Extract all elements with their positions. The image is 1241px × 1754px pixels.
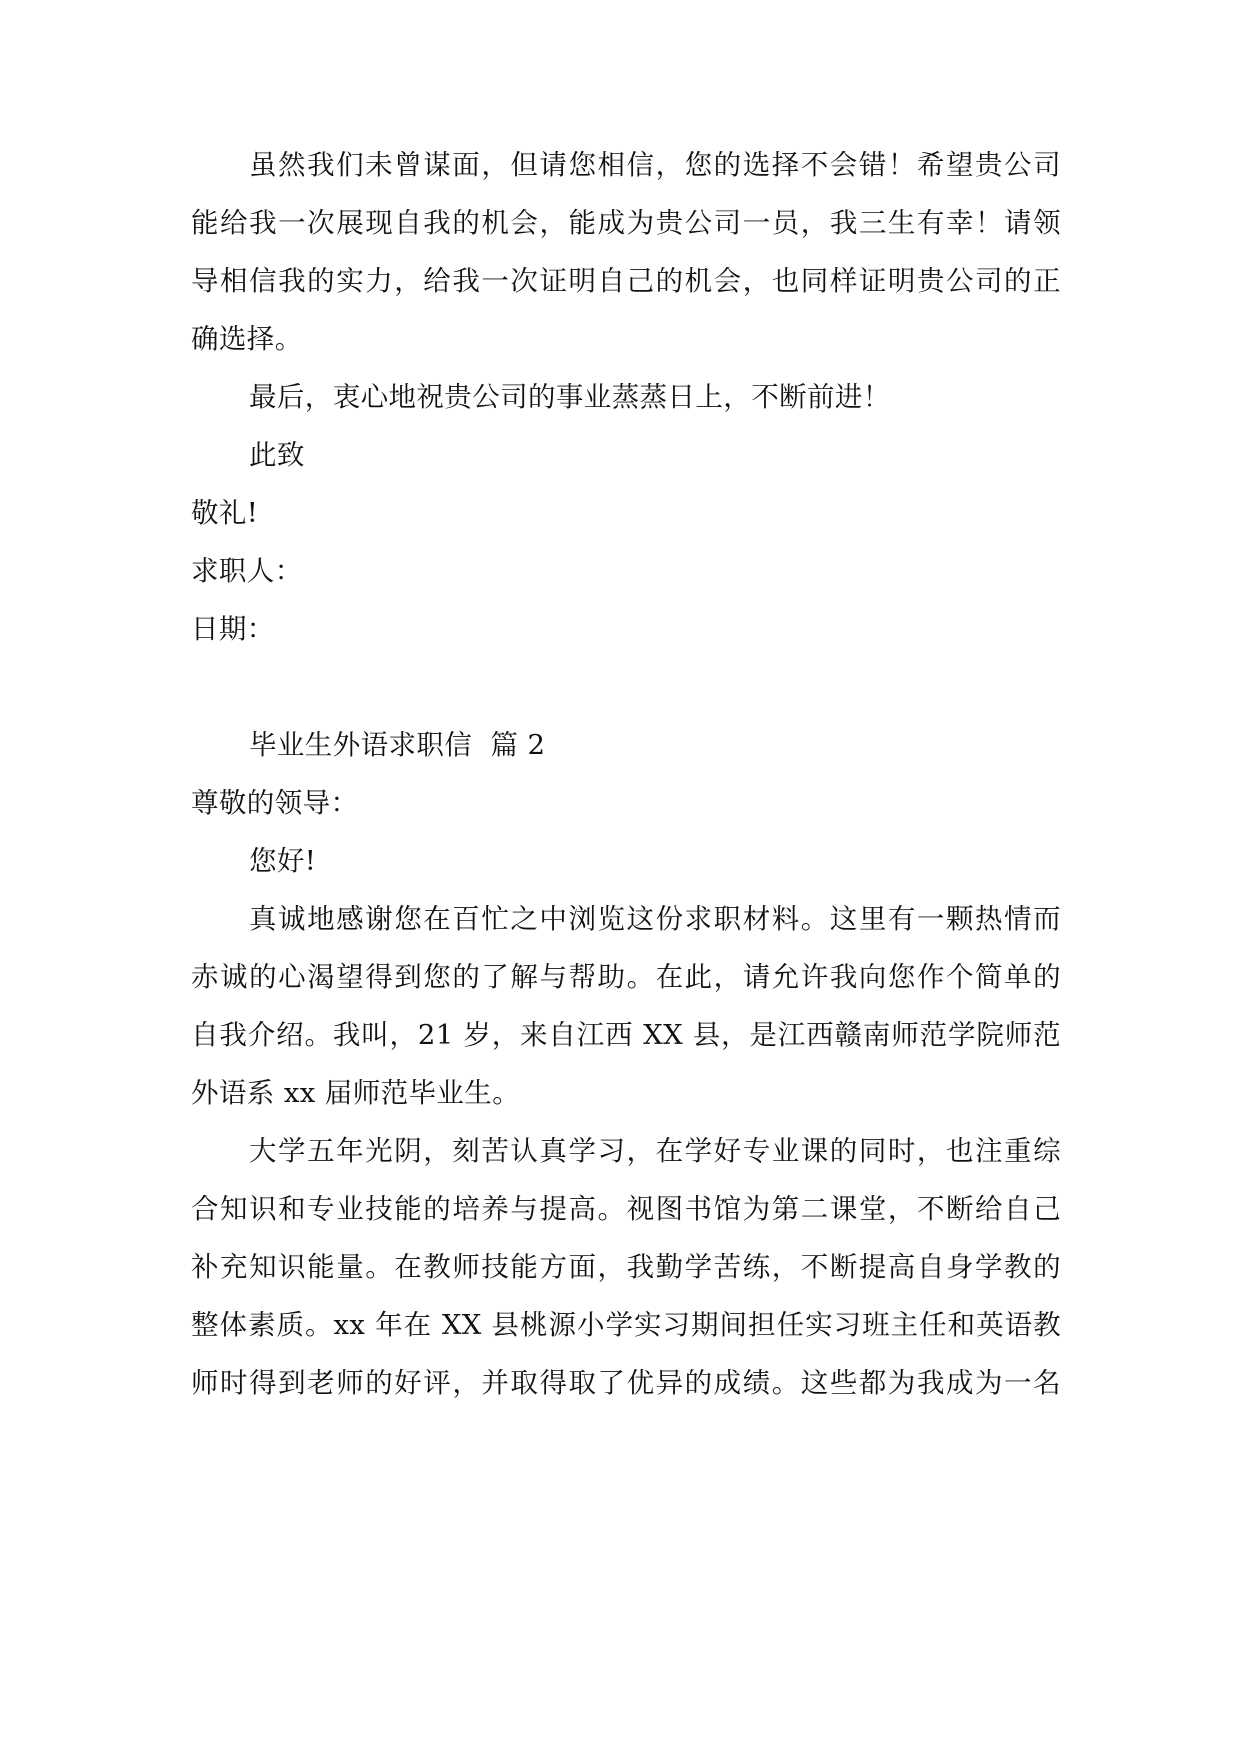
text-line: 自我介绍。我叫，21 岁，来自江西 XX 县，是江西赣南师范学院师范 <box>191 1019 1061 1051</box>
text-line: 虽然我们未曾谋面，但请您相信，您的选择不会错！希望贵公司 <box>249 149 1061 181</box>
text-line: 合知识和专业技能的培养与提高。视图书馆为第二课堂，不断给自己 <box>191 1193 1061 1225</box>
text-line: 导相信我的实力，给我一次证明自己的机会，也同样证明贵公司的正 <box>191 265 1061 297</box>
text-line: 补充知识能量。在教师技能方面，我勤学苦练，不断提高自身学教的 <box>191 1251 1061 1283</box>
text-line: 外语系 xx 届师范毕业生。 <box>191 1077 521 1109</box>
text-line: 大学五年光阴，刻苦认真学习，在学好专业课的同时，也注重综 <box>249 1135 1061 1167</box>
letter1-paragraph-2: 最后，衷心地祝贵公司的事业蒸蒸日上，不断前进！ <box>249 381 891 413</box>
section-heading: 毕业生外语求职信 篇 2 <box>249 729 546 761</box>
text-line: 能给我一次展现自我的机会，能成为贵公司一员，我三生有幸！请领 <box>191 207 1061 239</box>
text-line: 确选择。 <box>191 323 303 355</box>
closing-cizhi: 此致 <box>249 439 305 471</box>
text-line: 真诚地感谢您在百忙之中浏览这份求职材料。这里有一颗热情而 <box>249 903 1061 935</box>
text-line: 整体素质。xx 年在 XX 县桃源小学实习期间担任实习班主任和英语教 <box>191 1309 1061 1341</box>
date-line: 日期： <box>191 613 275 645</box>
text-line: 师时得到老师的好评，并取得取了优异的成绩。这些都为我成为一名 <box>191 1367 1061 1399</box>
applicant-line: 求职人： <box>191 555 303 587</box>
text-line: 赤诚的心渴望得到您的了解与帮助。在此，请允许我向您作个简单的 <box>191 961 1061 993</box>
closing-salute: 敬礼! <box>191 497 259 529</box>
addressee-line: 尊敬的领导： <box>191 787 359 819</box>
greeting-line: 您好! <box>249 845 317 877</box>
